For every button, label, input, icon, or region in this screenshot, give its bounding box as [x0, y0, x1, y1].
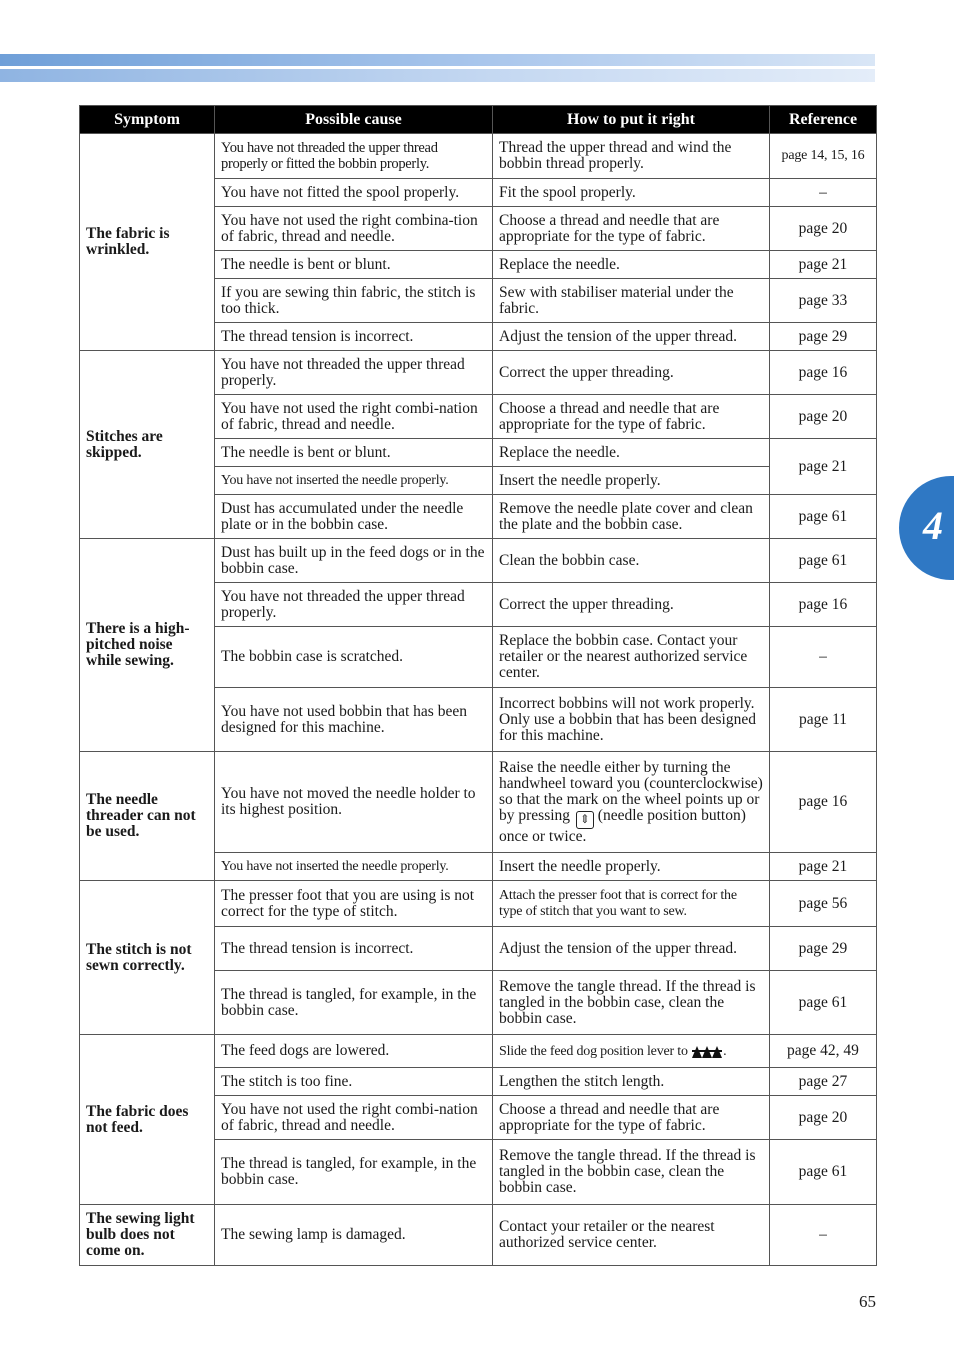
remedy-cell: Contact your retailer or the nearest authorized service center. — [493, 1205, 770, 1266]
chapter-number: 4 — [923, 503, 943, 548]
symptom-cell: Stitches are skipped. — [80, 351, 215, 539]
page-number: 65 — [859, 1292, 876, 1311]
remedy-cell: Lengthen the stitch length. — [493, 1068, 770, 1096]
remedy-cell: Insert the needle properly. — [493, 467, 770, 495]
reference-cell: page 61 — [770, 971, 877, 1035]
reference-cell: page 20 — [770, 395, 877, 439]
cause-cell: You have not moved the needle holder to its highest position. — [215, 752, 493, 853]
cause-cell: The presser foot that you are using is not correct for the type of stitch. — [215, 881, 493, 927]
cause-cell: You have not inserted the needle properly. — [215, 853, 493, 881]
cause-cell: You have not threaded the upper thread properly. — [215, 583, 493, 627]
remedy-cell: Replace the needle. — [493, 439, 770, 467]
remedy-text: Slide the feed dog position lever to — [499, 1044, 688, 1059]
remedy-cell: Choose a thread and needle that are appropriate for the type of fabric. — [493, 395, 770, 439]
reference-cell: page 61 — [770, 1140, 877, 1205]
table-row — [80, 752, 877, 853]
table-row — [80, 539, 877, 583]
cause-cell: You have not used bobbin that has been designed for this machine. — [215, 688, 493, 752]
table-row — [80, 351, 877, 395]
header-reference: Reference — [770, 106, 877, 134]
cause-cell: You have not used the right combina-tion of fabric, thread and needle. — [215, 207, 493, 251]
reference-cell: page 29 — [770, 927, 877, 971]
cause-cell: Dust has accumulated under the needle plate or in the bobbin case. — [215, 495, 493, 539]
reference-cell: page 21 — [770, 251, 877, 279]
needle-position-button-icon: ⇕ — [576, 811, 594, 829]
cause-cell: The bobbin case is scratched. — [215, 627, 493, 688]
cause-cell: You have not threaded the upper thread properly or fitted the bobbin properly. — [215, 134, 493, 179]
symptom-cell: The fabric is wrinkled. — [80, 134, 215, 351]
cause-cell: The thread tension is incorrect. — [215, 323, 493, 351]
cause-cell: You have not threaded the upper thread properly. — [215, 351, 493, 395]
reference-cell: page 27 — [770, 1068, 877, 1096]
remedy-cell: Choose a thread and needle that are appropriate for the type of fabric. — [493, 207, 770, 251]
reference-cell: page 11 — [770, 688, 877, 752]
remedy-text-suffix: . — [723, 1044, 727, 1059]
cause-cell: The stitch is too fine. — [215, 1068, 493, 1096]
reference-cell: page 33 — [770, 279, 877, 323]
cause-cell: You have not used the right combi-nation of fabric, thread and needle. — [215, 395, 493, 439]
cause-cell: You have not used the right combi-nation of fabric, thread and needle. — [215, 1096, 493, 1140]
table-row — [80, 134, 877, 179]
remedy-cell: Incorrect bobbins will not work properly. Only use a bobbin that has been designed for this machine. — [493, 688, 770, 752]
header-symptom: Symptom — [80, 106, 215, 134]
remedy-text: Raise the needle either by turning the handwheel toward you (counterclockwise) so that the mark on the wheel points up or by pressing — [499, 758, 763, 824]
remedy-cell: Replace the bobbin case. Contact your retailer or the nearest authorized service center. — [493, 627, 770, 688]
cause-cell: The thread tension is incorrect. — [215, 927, 493, 971]
cause-cell: The sewing lamp is damaged. — [215, 1205, 493, 1266]
reference-cell: – — [770, 627, 877, 688]
symptom-cell: There is a high-pitched noise while sewing. — [80, 539, 215, 752]
cause-cell: If you are sewing thin fabric, the stitch is too thick. — [215, 279, 493, 323]
header-band-bottom — [0, 69, 875, 82]
remedy-cell: Choose a thread and needle that are appropriate for the type of fabric. — [493, 1096, 770, 1140]
table-row — [80, 881, 877, 927]
remedy-cell — [493, 752, 770, 853]
reference-cell: page 20 — [770, 207, 877, 251]
reference-cell: page 29 — [770, 323, 877, 351]
remedy-cell: Remove the tangle thread. If the thread is tangled in the bobbin case, clean the bobbin case. — [493, 1140, 770, 1205]
remedy-cell: Correct the upper threading. — [493, 583, 770, 627]
remedy-cell: Thread the upper thread and wind the bobbin thread properly. — [493, 134, 770, 179]
remedy-cell: Correct the upper threading. — [493, 351, 770, 395]
header-possible-cause: Possible cause — [215, 106, 493, 134]
symptom-cell: The stitch is not sewn correctly. — [80, 881, 215, 1035]
remedy-cell: Adjust the tension of the upper thread. — [493, 927, 770, 971]
symptom-cell: The sewing light bulb does not come on. — [80, 1205, 215, 1266]
remedy-cell: Fit the spool properly. — [493, 179, 770, 207]
reference-cell: page 21 — [770, 439, 877, 495]
remedy-cell: Insert the needle properly. — [493, 853, 770, 881]
reference-cell: page 61 — [770, 539, 877, 583]
reference-cell: page 14, 15, 16 — [770, 134, 877, 179]
reference-cell: page 42, 49 — [770, 1035, 877, 1068]
remedy-cell: Sew with stabiliser material under the fabric. — [493, 279, 770, 323]
reference-cell: page 21 — [770, 853, 877, 881]
reference-cell: page 20 — [770, 1096, 877, 1140]
cause-cell: You have not fitted the spool properly. — [215, 179, 493, 207]
reference-cell: page 16 — [770, 583, 877, 627]
remedy-cell — [493, 1035, 770, 1068]
symptom-cell: The fabric does not feed. — [80, 1035, 215, 1205]
cause-cell: You have not inserted the needle properly. — [215, 467, 493, 495]
reference-cell: page 16 — [770, 752, 877, 853]
table-row — [80, 1205, 877, 1266]
reference-cell: – — [770, 1205, 877, 1266]
remedy-cell: Replace the needle. — [493, 251, 770, 279]
feed-dog-up-icon — [692, 1042, 722, 1058]
cause-cell: The needle is bent or blunt. — [215, 251, 493, 279]
chapter-tab — [899, 476, 954, 580]
table-header-row — [80, 106, 877, 134]
cause-cell: The needle is bent or blunt. — [215, 439, 493, 467]
cause-cell: The feed dogs are lowered. — [215, 1035, 493, 1068]
remedy-cell: Attach the presser foot that is correct for the type of stitch that you want to sew. — [493, 881, 770, 927]
reference-cell: page 56 — [770, 881, 877, 927]
troubleshooting-table — [79, 105, 877, 1266]
cause-cell: The thread is tangled, for example, in the bobbin case. — [215, 971, 493, 1035]
header-band-top — [0, 54, 875, 66]
remedy-cell: Adjust the tension of the upper thread. — [493, 323, 770, 351]
table-row — [80, 1035, 877, 1068]
reference-cell: page 61 — [770, 495, 877, 539]
remedy-cell: Remove the tangle thread. If the thread is tangled in the bobbin case, clean the bobbin case. — [493, 971, 770, 1035]
remedy-cell: Clean the bobbin case. — [493, 539, 770, 583]
cause-cell: Dust has built up in the feed dogs or in the bobbin case. — [215, 539, 493, 583]
reference-cell: page 16 — [770, 351, 877, 395]
reference-cell: – — [770, 179, 877, 207]
remedy-cell: Remove the needle plate cover and clean the plate and the bobbin case. — [493, 495, 770, 539]
symptom-cell: The needle threader can not be used. — [80, 752, 215, 881]
cause-cell: The thread is tangled, for example, in the bobbin case. — [215, 1140, 493, 1205]
remedy-text-suffix: (needle position button) once or twice. — [499, 806, 746, 845]
header-how-to-fix: How to put it right — [493, 106, 770, 134]
